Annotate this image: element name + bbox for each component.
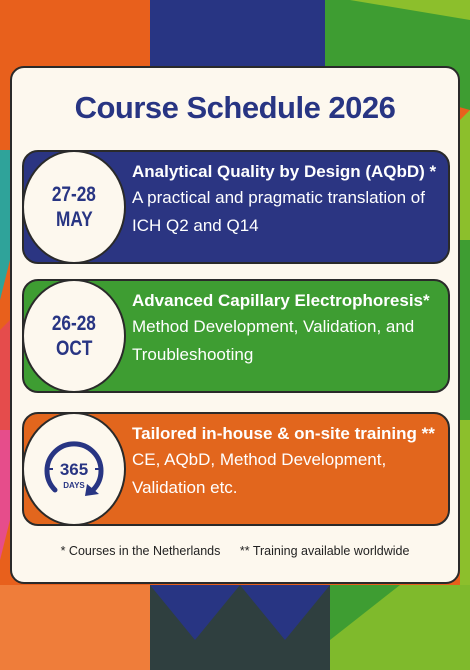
date-badge	[22, 279, 126, 393]
course-description: CE, AQbD, Method Development, Validation etc.	[132, 450, 387, 497]
icon-number: 365	[59, 460, 89, 479]
course-card-tailored-training[interactable]	[22, 412, 450, 526]
date-days: 27-28	[51, 183, 97, 206]
footnote-worldwide: ** Training available worldwide	[239, 544, 410, 558]
course-name: Analytical Quality by Design (AQbD) *	[132, 162, 437, 181]
schedule-card	[10, 66, 460, 584]
date-month: MAY	[55, 208, 93, 231]
course-card-capillary-electrophoresis[interactable]	[22, 279, 450, 393]
icon-caption: DAYS	[63, 481, 85, 490]
course-text	[132, 289, 440, 369]
footnotes	[12, 544, 458, 558]
date-days: 26-28	[51, 312, 97, 335]
course-name: Advanced Capillary Electrophoresis*	[132, 291, 430, 310]
date-month: OCT	[55, 337, 93, 360]
date-badge	[22, 412, 126, 526]
course-text	[132, 422, 440, 502]
calendar-365-days-icon	[37, 432, 111, 506]
course-name: Tailored in-house & on-site training **	[132, 424, 435, 443]
date-badge	[22, 150, 126, 264]
footnote-netherlands: * Courses in the Netherlands	[60, 544, 221, 558]
course-text	[132, 160, 440, 240]
course-card-aqbd[interactable]	[22, 150, 450, 264]
course-description: Method Development, Validation, and Troubleshooting	[132, 317, 415, 364]
course-description: A practical and pragmatic translation of ICH Q2 and Q14	[132, 188, 425, 235]
page-title: Course Schedule 2026	[74, 90, 396, 125]
